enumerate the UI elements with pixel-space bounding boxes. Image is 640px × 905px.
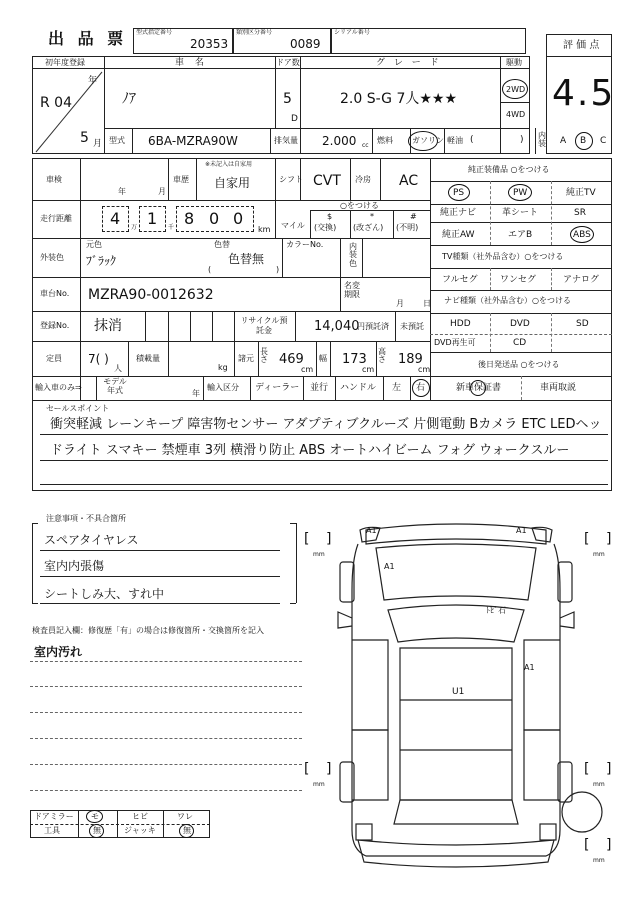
disp-unit: cc: [362, 142, 369, 149]
handle-label: ハンドル: [340, 383, 377, 393]
bracket-rl-close: ]: [326, 761, 332, 777]
mm-fl: mm: [313, 551, 325, 558]
reg-no-value: 抹消: [94, 318, 122, 334]
damage-a1-hood: A1: [384, 562, 395, 571]
mileage-hash: #: [410, 212, 417, 221]
int-color-label: 内装色: [349, 242, 357, 268]
import-type-label: 輸入区分: [207, 383, 239, 392]
first-reg-month-unit: 月: [93, 139, 103, 149]
navi-cd: CD: [513, 338, 527, 348]
bracket-fr-close: ]: [606, 531, 612, 547]
equip-airbag: エアB: [508, 230, 533, 240]
interior-b-circle: [575, 132, 593, 150]
notes-line-2: 室内内張傷: [44, 559, 105, 573]
mileage-digit-5: 0: [233, 209, 244, 228]
len-label: 長さ: [260, 347, 268, 365]
bracket-spare-close: ]: [606, 837, 612, 853]
sales-label: セールスポイント: [46, 404, 110, 413]
mileage-label: 走行距離: [40, 214, 72, 223]
equip-abs: ABS: [573, 230, 591, 240]
mirror-option-1-circle: [86, 810, 103, 823]
notes-line-3: シートしみ大、すれ中: [44, 587, 165, 601]
mirror-option-3: ワレ: [177, 812, 193, 821]
equip-title: 純正装備品 ○をつける: [468, 165, 550, 174]
fuel-gasoline-circle: [408, 131, 438, 151]
len-cm: cm: [301, 365, 314, 374]
dealer-option: ディーラー: [255, 383, 300, 393]
jack-value-circle: [179, 824, 194, 838]
model-year-unit: 年: [192, 389, 200, 398]
chassis-value: MZRA90-0012632: [88, 287, 214, 303]
recycle-unit: 円預託済: [357, 322, 389, 331]
equip-ps-circle: [448, 184, 470, 201]
chassis-label: 車台No.: [40, 289, 70, 298]
len-value: 469: [279, 352, 304, 367]
recycle-label: リサイクル預託金: [240, 316, 288, 335]
docs-manual: 車両取説: [540, 383, 577, 393]
equip-pw-circle: [508, 184, 532, 201]
car-name-value: ﾉｱ: [122, 91, 136, 107]
disp-value: 2.000: [322, 134, 357, 148]
mm-rl: mm: [313, 781, 325, 788]
mileage-hash-sub: (不明): [396, 223, 419, 232]
name-change-month: 月: [396, 299, 404, 308]
parallel-option: 並行: [310, 383, 329, 393]
hgt-value: 189: [398, 352, 423, 367]
drive-2wd-circle: [502, 79, 528, 99]
mileage-km: km: [258, 225, 271, 234]
mileage-mile: マイル: [281, 221, 305, 230]
shaken-label: 車検: [46, 175, 62, 184]
orig-color-value: ﾌﾞﾗｯｸ: [86, 254, 117, 268]
equip-tv: 純正TV: [566, 188, 596, 198]
reibo-label: 冷房: [355, 175, 371, 184]
equip-leather: 革シート: [502, 208, 539, 218]
interior-b: B: [580, 136, 587, 146]
recycle-value: 14,040: [314, 319, 360, 334]
jikayo-value: 自家用: [214, 176, 251, 190]
wid-cm: cm: [362, 365, 375, 374]
drive-4wd: 4WD: [506, 110, 526, 119]
hgt-cm: cm: [418, 365, 431, 374]
mm-fr: mm: [593, 551, 605, 558]
navi-dvd: DVD: [510, 319, 530, 329]
sales-line-2: ドライト スマキー 禁煙車 3列 横滑り防止 ABS オートハイビーム フォグ ウォークスルー: [50, 443, 570, 458]
tv-analog: アナログ: [563, 275, 600, 285]
equip-pw: PW: [513, 188, 528, 198]
dims-label: 諸元: [238, 354, 254, 363]
docs-warranty-circle: [470, 380, 486, 396]
mileage-digit-4: 0: [209, 209, 220, 228]
fuel-paren-close: ): [520, 135, 524, 145]
bracket-rr-close: ]: [606, 761, 612, 777]
drive-label: 駆動: [506, 58, 522, 67]
mileage-star-sub: (改ざん): [353, 223, 384, 232]
bracket-fl-close: ]: [326, 531, 332, 547]
bracket-rr-open: [: [584, 761, 590, 777]
mileage-digit-2: 1: [147, 209, 158, 228]
jack-label: ジャッキ: [124, 826, 156, 835]
equip-ps: PS: [453, 188, 465, 198]
recolor-paren-open: (: [208, 265, 212, 274]
damage-a1-front-right: A1: [516, 526, 527, 535]
mirror-option-1: モ: [91, 812, 99, 821]
bracket-rl-open: [: [304, 761, 310, 777]
equip-abs-circle: [570, 226, 594, 243]
damage-a1-front-left: A1: [366, 526, 377, 535]
shift-value: CVT: [313, 173, 341, 189]
fuel-light-oil: 軽油: [447, 136, 463, 145]
sales-line-1: 衝突軽減 レーンキープ 障害物センサー アダプティブクルーズ 片側電動 Bカメラ ETC LEDヘッ: [50, 417, 602, 432]
mileage-digit-1: 4: [110, 209, 121, 228]
orig-color-label: 元色: [86, 240, 102, 249]
equip-navi: 純正ナビ: [440, 208, 477, 218]
recolor-label: 色替: [214, 240, 230, 249]
notes-label: 注意事項・不具合箇所: [46, 514, 126, 523]
tv-fullseg: フルセグ: [442, 275, 478, 285]
load-label: 積載量: [136, 354, 160, 363]
jikayo-note: ※未記入は自家用: [205, 161, 253, 168]
fuel-paren-open: (: [470, 135, 474, 145]
interior-a: A: [560, 136, 567, 146]
navi-title: ナビ種類（社外品含む）○をつける: [444, 296, 571, 305]
tools-label: 工具: [44, 826, 60, 835]
model-cert-value: 20353: [190, 37, 229, 51]
bracket-spare-open: [: [584, 837, 590, 853]
class-value: 0089: [290, 37, 321, 51]
doors-label: ドア数: [276, 58, 300, 67]
disp-label: 排気量: [274, 136, 298, 145]
mm-spare: mm: [593, 857, 605, 864]
handle-left: 左: [392, 383, 402, 393]
shareki-label: 車歴: [173, 175, 189, 184]
mirror-label: ドアミラー: [34, 812, 74, 821]
first-reg-month: 5: [80, 130, 89, 146]
hgt-label: 高さ: [378, 347, 386, 365]
recolor-value: 色替無: [228, 252, 265, 266]
tools-value: 無: [93, 826, 101, 835]
car-name-label: 車 名: [175, 58, 208, 68]
wid-label: 幅: [319, 354, 327, 363]
damage-u1: U1: [452, 687, 465, 697]
color-label: 外装色: [40, 253, 64, 262]
grade-label: グ レ ー ド: [376, 58, 442, 68]
damage-a1-side: A1: [524, 663, 535, 672]
jack-value: 無: [183, 826, 191, 835]
first-reg-era: R 04: [40, 95, 72, 111]
equip-aw: 純正AW: [442, 230, 475, 240]
interior-label: 内装: [538, 131, 546, 149]
reg-no-label: 登録No.: [40, 321, 70, 330]
fuel-value: ガソリン: [412, 136, 444, 145]
shaken-month-unit: 月: [158, 187, 166, 196]
mileage-sen: 千: [168, 224, 175, 231]
name-change-label: 名変期限: [344, 281, 360, 299]
class-label: 類別区分番号: [236, 29, 273, 36]
navi-hdd: HDD: [450, 319, 471, 329]
mirror-option-2: ヒビ: [132, 812, 148, 821]
reibo-value: AC: [399, 173, 419, 189]
inspector-line-1: 室内汚れ: [34, 645, 83, 659]
shaken-year-unit: 年: [118, 187, 126, 196]
docs-title: 後日発送品 ○をつける: [478, 360, 560, 369]
import-label: 輸入車のみ⇒: [35, 383, 82, 392]
model-value: 6BA-MZRA90W: [148, 134, 238, 148]
first-reg-label: 初年度登録: [45, 58, 85, 67]
fuel-label: 燃料: [377, 136, 393, 145]
model-year-label: モデル年式: [103, 377, 127, 395]
shift-label: シフト: [279, 175, 303, 184]
wid-value: 173: [342, 352, 367, 367]
drive-2wd: 2WD: [506, 85, 526, 94]
grade-value: 2.0 S-G 7人★★★: [340, 91, 458, 107]
damage-chip: ﾄﾋﾞ石: [486, 606, 506, 615]
docs-warranty: 新車保証書: [456, 383, 502, 393]
rating-label: 評 価 点: [563, 40, 600, 51]
mileage-star: *: [370, 212, 374, 221]
mm-rr: mm: [593, 781, 605, 788]
handle-right: 右: [416, 383, 426, 393]
serial-label: シリアル番号: [334, 29, 370, 36]
color-no-label: カラーNo.: [286, 240, 324, 249]
inspector-label: 検査員記入欄：修復歴「有」の場合は修復箇所・交換箇所を記入: [32, 626, 264, 635]
capacity-unit: 人: [114, 364, 122, 373]
load-kg: kg: [218, 363, 228, 372]
mileage-man: 万: [131, 224, 138, 231]
tv-oneseg: ワンセグ: [500, 275, 537, 285]
mileage-digit-3: 8: [184, 209, 195, 228]
model-label: 型式: [109, 136, 125, 145]
handle-right-circle: [412, 379, 430, 397]
mileage-dollar-sub: (交換): [314, 223, 337, 232]
recolor-paren-close: ): [276, 265, 280, 274]
sheet-title: 出 品 票: [48, 29, 128, 48]
capacity-value: 7( ): [88, 352, 109, 366]
model-cert-label: 型式指定番号: [136, 29, 173, 36]
name-change-day: 日: [423, 299, 431, 308]
mileage-mark-note: ○をつける: [340, 201, 379, 210]
notes-line-1: スペアタイヤレス: [44, 533, 139, 547]
navi-sd: SD: [576, 319, 589, 329]
bracket-fl-open: [: [304, 531, 310, 547]
first-reg-year-unit: 年: [88, 76, 98, 86]
doors-suffix: D: [291, 114, 298, 124]
rating-value: 4.5: [552, 73, 616, 114]
interior-c: C: [600, 136, 607, 146]
tv-title: TV種類（社外品含む）○をつける: [442, 252, 564, 261]
bracket-fr-open: [: [584, 531, 590, 547]
recycle-not-deposited: 未預託: [400, 322, 424, 331]
doors-value: 5: [283, 91, 292, 107]
capacity-label: 定員: [46, 354, 62, 363]
tools-value-circle: [89, 824, 104, 838]
mileage-dollar: $: [327, 212, 333, 221]
navi-dvd-play: DVD再生可: [434, 338, 476, 347]
equip-sr: SR: [574, 208, 586, 218]
